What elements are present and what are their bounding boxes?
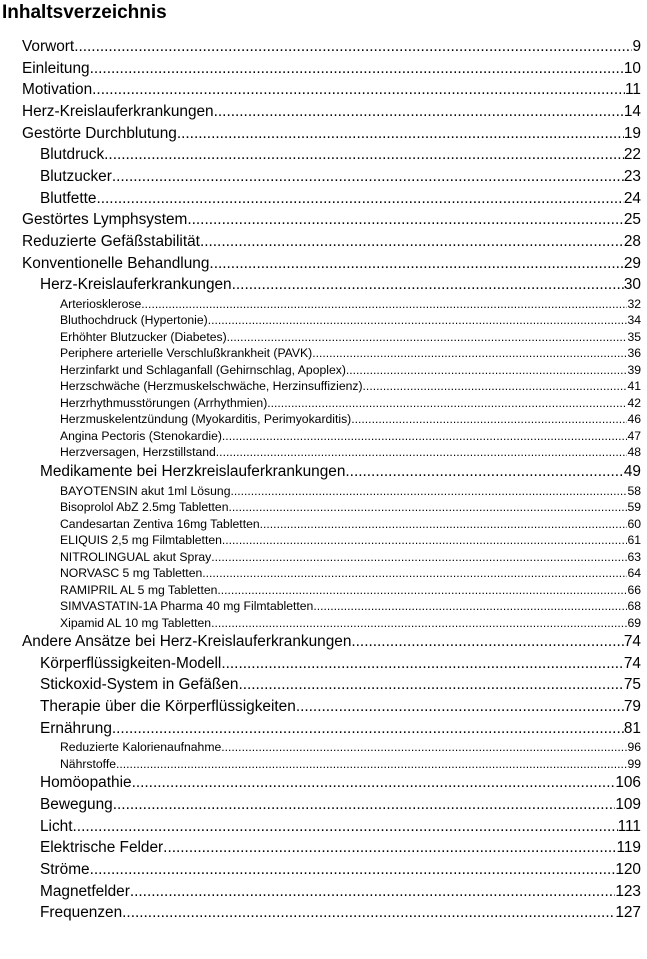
toc-entry-page-number: 34 (627, 313, 641, 328)
toc-entry-page-number: 22 (623, 146, 641, 164)
toc-entry-label: Gestörte Durchblutung (22, 124, 177, 142)
toc-entry-label: Bewegung (40, 795, 113, 813)
toc-list (2, 36, 641, 924)
dot-leader (238, 674, 623, 696)
dot-leader (363, 378, 628, 395)
toc-entry[interactable] (2, 444, 641, 461)
toc-entry-label: Andere Ansätze bei Herz-Kreislauferkrankungen (22, 633, 352, 651)
dot-leader (104, 144, 624, 166)
toc-entry-page-number: 48 (627, 445, 641, 460)
toc-entry-label: Medikamente bei Herzkreislauferkrankungen (40, 462, 346, 480)
toc-entry-label: Konventionelle Behandlung (22, 254, 210, 272)
dot-leader (228, 499, 627, 516)
toc-entry-label: Herz-Kreislauferkrankungen (22, 102, 214, 120)
dot-leader (214, 101, 624, 123)
toc-entry[interactable] (2, 516, 641, 533)
dot-leader (90, 58, 624, 80)
toc-entry-label: Herzrhythmusstörungen (Arrhythmien) (60, 395, 268, 410)
dot-leader (216, 444, 628, 461)
dot-leader (74, 36, 632, 58)
toc-entry-page-number: 23 (623, 167, 641, 185)
toc-entry-page-number: 68 (627, 599, 641, 614)
toc-entry[interactable] (2, 499, 641, 516)
toc-entry-page-number: 29 (623, 254, 641, 272)
toc-entry-page-number: 30 (623, 276, 641, 294)
dot-leader (200, 231, 624, 253)
toc-entry-label: Arteriosklerose (60, 296, 142, 311)
toc-entry-label: Frequenzen (40, 904, 123, 922)
dot-leader (177, 123, 624, 145)
toc-entry-page-number: 66 (627, 582, 641, 597)
toc-entry-page-number: 127 (615, 904, 641, 922)
toc-entry[interactable] (2, 631, 641, 653)
toc-entry[interactable] (2, 772, 641, 794)
toc-entry-label: Gestörtes Lymphsystem (22, 211, 188, 229)
toc-entry-label: Einleitung (22, 59, 90, 77)
dot-leader (346, 362, 628, 379)
toc-entry[interactable] (2, 312, 641, 329)
dot-leader (92, 79, 625, 101)
toc-entry-label: Ernährung (40, 719, 112, 737)
toc-entry-label: Erhöhter Blutzucker (Diabetes) (60, 329, 227, 344)
toc-entry[interactable] (2, 582, 641, 599)
toc-entry-page-number: 24 (623, 189, 641, 207)
dot-leader (222, 532, 628, 549)
toc-entry-label: Herzversagen, Herzstillstand (60, 445, 216, 460)
toc-entry-page-number: 59 (627, 500, 641, 515)
toc-entry[interactable] (2, 428, 641, 445)
dot-leader (96, 188, 623, 210)
toc-entry[interactable] (2, 816, 641, 838)
toc-entry-label: Angina Pectoris (Stenokardie) (60, 428, 222, 443)
toc-entry-label: Motivation (22, 81, 93, 99)
toc-entry-label: Stickoxid-System in Gefäßen (40, 676, 239, 694)
dot-leader (141, 296, 627, 313)
toc-entry-page-number: 25 (623, 211, 641, 229)
toc-entry-page-number: 46 (627, 412, 641, 427)
toc-entry[interactable] (2, 598, 641, 615)
toc-entry-page-number: 63 (627, 549, 641, 564)
toc-entry-label: Homöopathie (40, 774, 132, 792)
dot-leader (211, 615, 627, 632)
toc-entry-label: Periphere arterielle Verschlußkrankheit (PAVK) (60, 346, 313, 361)
toc-entry-label: Candesartan Zentiva 16mg Tabletten (60, 516, 260, 531)
toc-entry[interactable] (2, 902, 641, 924)
toc-entry-label: Ströme (40, 860, 90, 878)
dot-leader (122, 902, 615, 924)
toc-entry[interactable] (2, 837, 641, 859)
toc-entry-page-number: 75 (623, 676, 641, 694)
toc-entry[interactable] (2, 188, 641, 210)
toc-entry[interactable] (2, 483, 641, 500)
dot-leader (113, 794, 616, 816)
dot-leader (267, 395, 627, 412)
toc-entry[interactable] (2, 253, 641, 275)
toc-entry-label: Therapie über die Körperflüssigkeiten (40, 698, 296, 715)
toc-entry-label: Licht (40, 817, 73, 835)
dot-leader (232, 274, 624, 296)
toc-entry-label: Bluthochdruck (Hypertonie) (60, 313, 208, 328)
dot-leader (345, 461, 623, 483)
toc-entry-label: Herz-Kreislauferkrankungen (40, 276, 232, 294)
toc-entry-page-number: 49 (623, 462, 641, 480)
toc-entry[interactable] (2, 123, 641, 145)
toc-entry-label: Körperflüssigkeiten-Modell (40, 654, 222, 672)
toc-entry[interactable] (2, 296, 641, 313)
toc-entry-page-number: 28 (623, 232, 641, 250)
toc-entry-label: RAMIPRIL AL 5 mg Tabletten (60, 582, 218, 597)
toc-entry[interactable] (2, 739, 641, 756)
toc-entry[interactable] (2, 345, 641, 362)
toc-entry-page-number: 119 (616, 839, 641, 857)
dot-leader (351, 631, 624, 653)
toc-entry-page-number: 81 (623, 719, 641, 737)
toc-entry-page-number: 111 (617, 817, 641, 835)
toc-entry[interactable] (2, 881, 641, 903)
toc-entry-page-number: 64 (627, 566, 641, 581)
dot-leader (221, 739, 627, 756)
toc-entry-label: Blutfette (40, 189, 97, 207)
dot-leader (130, 881, 615, 903)
toc-entry[interactable] (2, 794, 641, 816)
toc-entry-label: BAYOTENSIN akut 1ml Lösung (60, 483, 231, 498)
toc-entry[interactable] (2, 101, 641, 123)
dot-leader (227, 329, 628, 346)
toc-entry-label: Nährstoffe (60, 756, 117, 771)
toc-entry-page-number: 69 (627, 615, 641, 630)
toc-entry[interactable] (2, 565, 641, 582)
toc-entry-page-number: 32 (627, 296, 641, 311)
toc-entry-page-number: 79 (623, 698, 641, 715)
dot-leader (116, 756, 627, 773)
toc-entry[interactable] (2, 674, 641, 696)
toc-entry-page-number: 99 (627, 756, 641, 771)
dot-leader (222, 428, 628, 445)
toc-entry-label: Elektrische Felder (40, 839, 164, 857)
dot-leader (351, 411, 627, 428)
dot-leader (296, 696, 624, 718)
dot-leader (211, 549, 627, 566)
dot-leader (208, 312, 628, 329)
toc-entry[interactable] (2, 549, 641, 566)
toc-entry[interactable] (2, 58, 641, 80)
toc-entry[interactable] (2, 532, 641, 549)
toc-entry-page-number: 106 (615, 774, 641, 792)
toc-entry-page-number: 58 (627, 483, 641, 498)
toc-entry[interactable] (2, 756, 641, 773)
dot-leader (132, 772, 616, 794)
toc-entry-label: NORVASC 5 mg Tabletten (60, 566, 203, 581)
dot-leader (209, 253, 623, 275)
toc-entry[interactable] (2, 718, 641, 740)
dot-leader (187, 209, 624, 231)
toc-entry-label: Reduzierte Gefäßstabilität (22, 232, 200, 250)
toc-entry[interactable] (2, 166, 641, 188)
toc-entry[interactable] (2, 378, 641, 395)
toc-entry-label: Bisoprolol AbZ 2.5mg Tabletten (60, 500, 229, 515)
dot-leader (313, 598, 627, 615)
toc-entry-page-number: 41 (627, 379, 641, 394)
toc-entry-label: Blutzucker (40, 167, 112, 185)
dot-leader (230, 483, 627, 500)
toc-entry-label: Herzmuskelentzündung (Myokarditis, Perimyokarditis) (60, 412, 352, 427)
toc-entry-label: Reduzierte Kalorienaufnahme (60, 740, 222, 755)
toc-entry-page-number: 10 (623, 59, 641, 77)
toc-entry-page-number: 74 (623, 633, 641, 651)
page-title: Inhaltsverzeichnis (2, 2, 167, 23)
dot-leader (312, 345, 627, 362)
toc-entry-page-number: 11 (625, 81, 641, 99)
toc-entry-page-number: 39 (627, 362, 641, 377)
toc-entry-page-number: 74 (623, 654, 641, 672)
toc-entry-label: Xipamid AL 10 mg Tabletten (60, 615, 212, 630)
toc-entry-label: Herzschwäche (Herzmuskelschwäche, Herzinsuffizienz) (60, 379, 363, 394)
toc-entry[interactable] (2, 615, 641, 632)
toc-entry-label: Magnetfelder (40, 882, 130, 900)
toc-entry[interactable] (2, 36, 641, 58)
toc-entry[interactable] (2, 362, 641, 379)
toc-entry-page-number: 96 (627, 740, 641, 755)
dot-leader (163, 837, 616, 859)
toc-entry[interactable] (2, 231, 641, 253)
toc-entry-page-number: 36 (627, 346, 641, 361)
toc-entry-page-number: 42 (627, 395, 641, 410)
toc-entry[interactable] (2, 859, 641, 881)
toc-entry-page-number: 47 (627, 428, 641, 443)
toc-entry[interactable] (2, 329, 641, 346)
toc-entry-page-number: 123 (615, 882, 641, 900)
toc-entry-label: SIMVASTATIN-1A Pharma 40 mg Filmtabletten (60, 599, 314, 614)
toc-entry-label: Vorwort (22, 38, 75, 55)
toc-entry[interactable] (2, 274, 641, 296)
toc-entry[interactable] (2, 144, 641, 166)
toc-entry-page-number: 61 (627, 533, 641, 548)
toc-entry-page-number: 60 (627, 516, 641, 531)
toc-entry[interactable] (2, 653, 641, 675)
dot-leader (202, 565, 627, 582)
toc-entry-label: Blutdruck (40, 146, 105, 164)
toc-entry-page-number: 35 (627, 329, 641, 344)
toc-entry-page-number: 120 (615, 860, 641, 878)
toc-entry-page-number: 9 (632, 38, 641, 55)
dot-leader (112, 718, 624, 740)
toc-entry-page-number: 14 (623, 102, 641, 120)
toc-entry-page-number: 19 (623, 124, 641, 142)
dot-leader (260, 516, 628, 533)
dot-leader (112, 166, 624, 188)
dot-leader (73, 816, 618, 838)
dot-leader (90, 859, 616, 881)
dot-leader (221, 653, 624, 675)
toc-entry[interactable] (2, 461, 641, 483)
toc-entry-label: ELIQUIS 2,5 mg Filmtabletten (60, 533, 222, 548)
toc-entry-page-number: 109 (615, 795, 641, 813)
toc-entry[interactable] (2, 696, 641, 718)
dot-leader (217, 582, 627, 599)
toc-entry[interactable] (2, 411, 641, 428)
toc-entry-label: Herzinfarkt und Schlaganfall (Gehirnschlag, Apoplex) (60, 362, 346, 377)
toc-entry[interactable] (2, 209, 641, 231)
toc-entry[interactable] (2, 79, 641, 101)
toc-entry[interactable] (2, 395, 641, 412)
toc-entry-label: NITROLINGUAL akut Spray (60, 549, 212, 564)
